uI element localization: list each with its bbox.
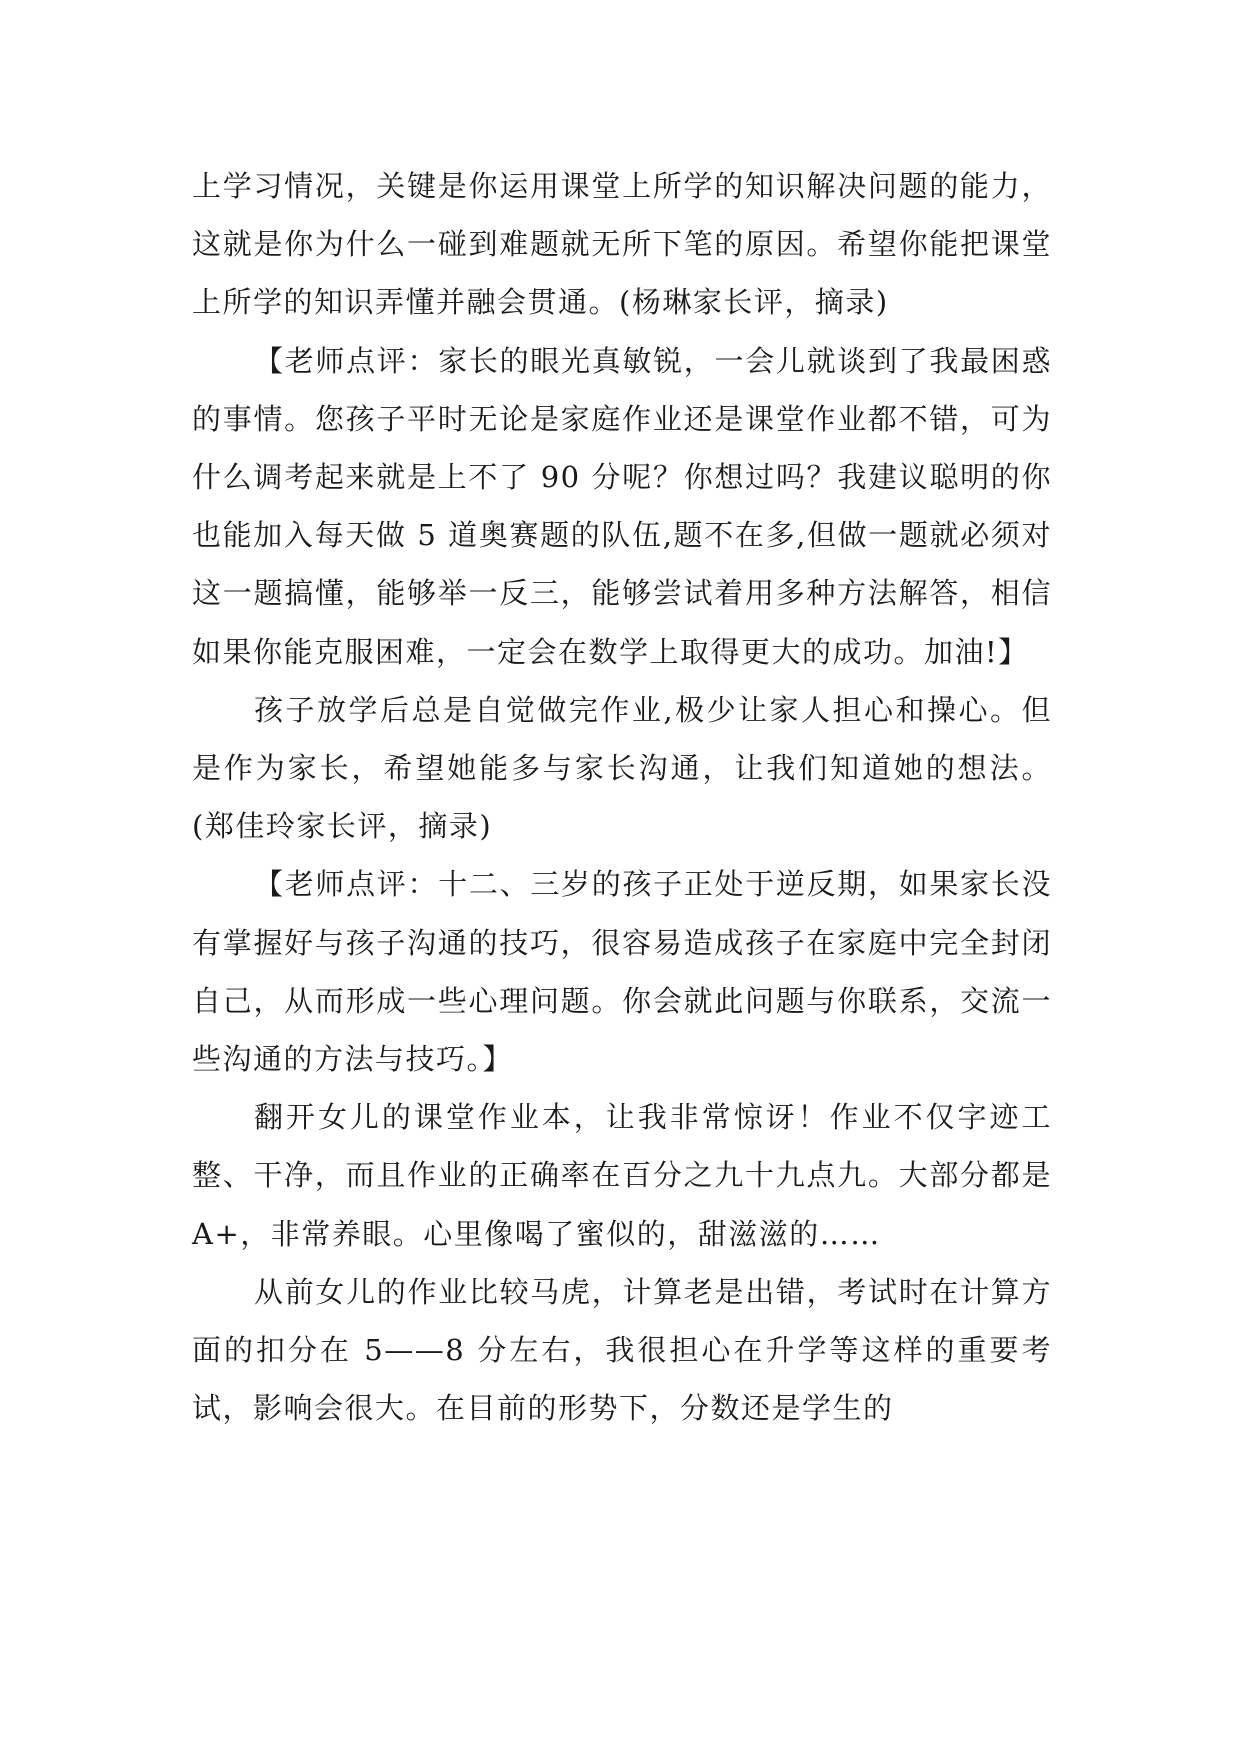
paragraph-past-mistakes: 从前女儿的作业比较马虎，计算老是出错，考试时在计算方面的扣分在 5——8 分左右，我很担心在升学等这样的重要考试，影响会很大。在目前的形势下，分数还是学生的 xyxy=(192,1274,1052,1426)
paragraph-homework-observation: 翻开女儿的课堂作业本，让我非常惊讶！作业不仅字迹工整、干净，而且作业的正确率在百分之九十九点九。大部分都是 A+，非常养眼。心里像喝了蜜似的，甜滋滋的…… xyxy=(192,1100,1052,1251)
paragraph-teacher-comment-2: 【老师点评：十二、三岁的孩子正处于逆反期，如果家长没有掌握好与孩子沟通的技巧，很容易造成孩子在家庭中完全封闭自己，从而形成一些心理问题。你会就此问题与你联系，交流一些沟通的方法与技巧。】 xyxy=(192,867,1052,1077)
paragraph-parent-comment-zhengjialing: 孩子放学后总是自觉做完作业,极少让家人担心和操心。但是作为家长，希望她能多与家长沟通，让我们知道她的想法。(郑佳玲家长评，摘录) xyxy=(192,692,1052,844)
paragraph-teacher-comment-1: 【老师点评：家长的眼光真敏锐，一会儿就谈到了我最困惑的事情。您孩子平时无论是家庭作业还是课堂作业都不错，可为什么调考起来就是上不了 90 分呢？你想过吗？我建议聪明的你也能加入每天做 5 道奥赛题的队伍,题不在多,但做一题就必须对这一题搞懂，能够举一反三，能够尝试着用多种方法解答，相信如果你能克服困难，一定会在数学上取得更大的成功。加油!】 xyxy=(192,343,1052,669)
paragraph-parent-comment-yanglin: 上学习情况，关键是你运用课堂上所学的知识解决问题的能力，这就是你为什么一碰到难题就无所下笔的原因。希望你能把课堂上所学的知识弄懂并融会贯通。(杨琳家长评，摘录) xyxy=(192,169,1052,320)
document-page xyxy=(192,157,1052,1437)
